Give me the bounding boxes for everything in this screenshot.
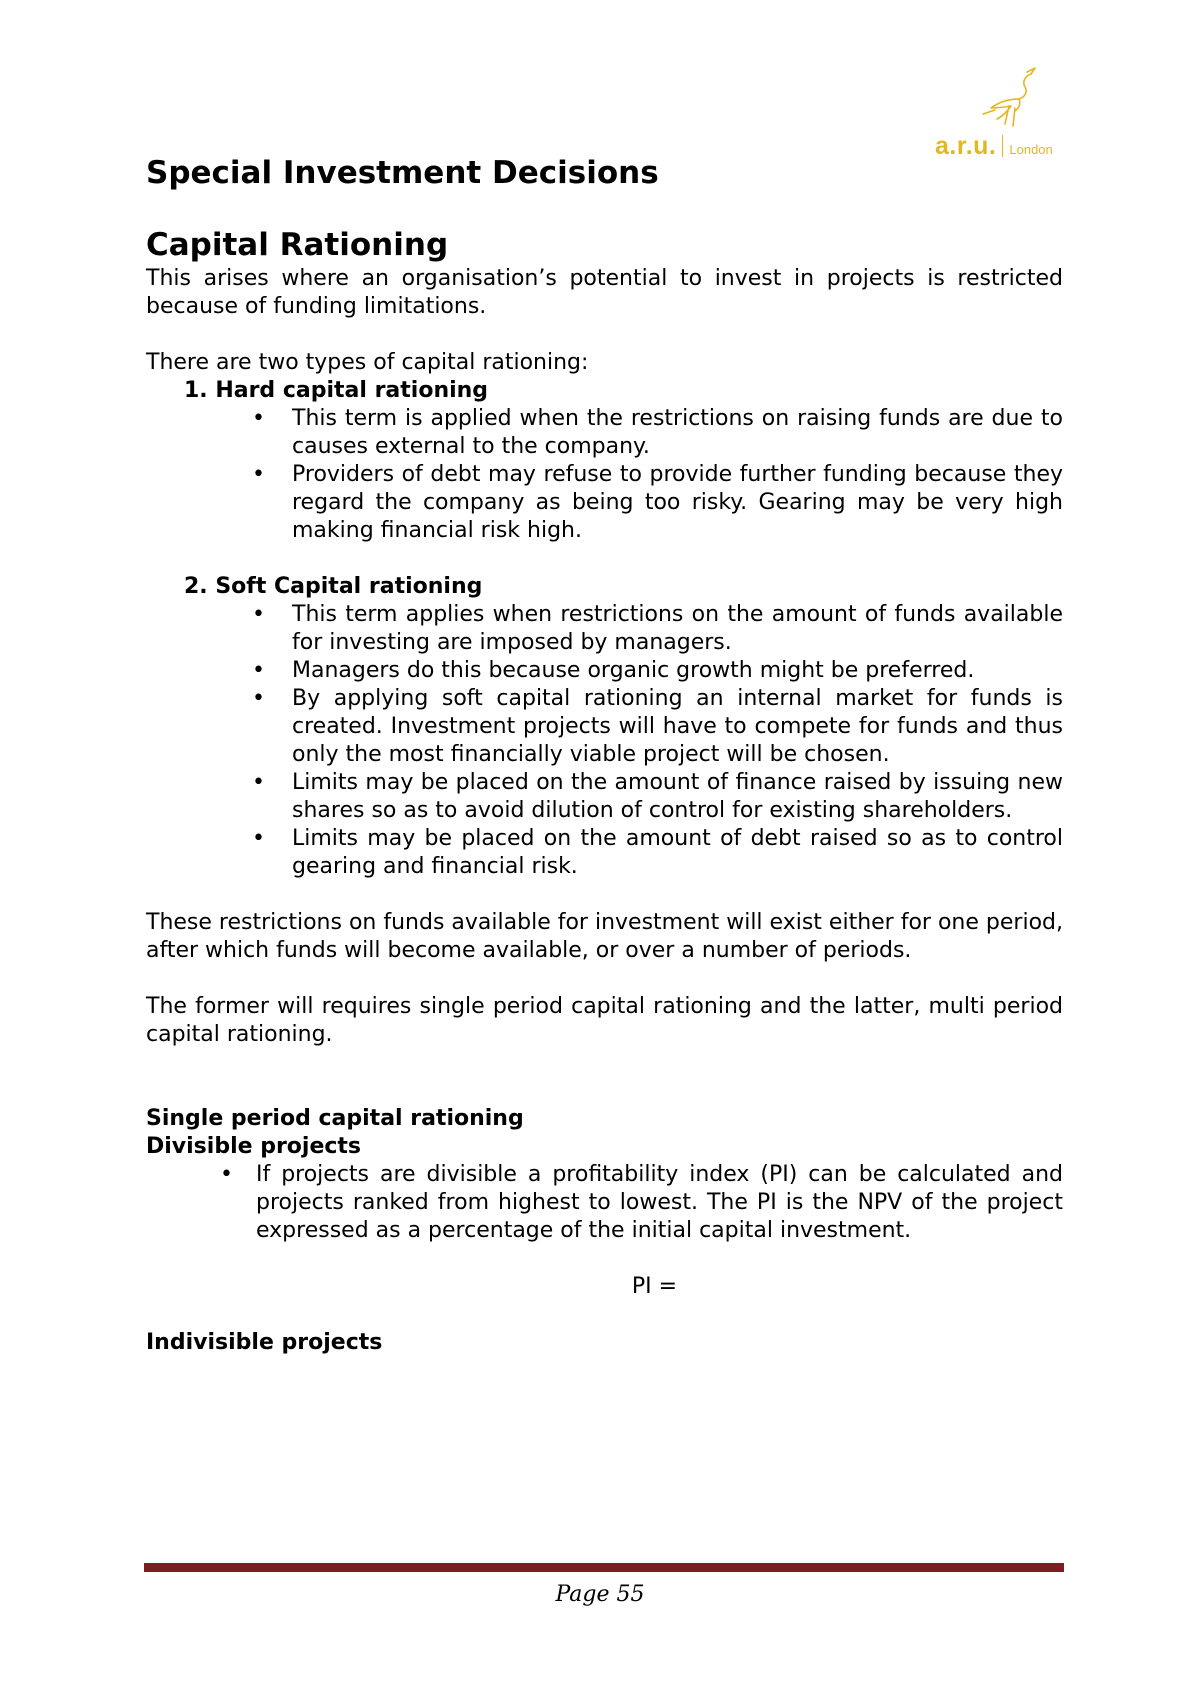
aru-london-logo <box>935 66 1065 162</box>
list-item: • By applying soft capital rationing an internal market for funds is created. Investment projects will have to compete for funds and thus only the most financially viable project will be chosen. <box>146 685 1063 769</box>
intro-paragraph: This arises where an organisation’s potential to invest in projects is restricted because of funding limitations. <box>146 266 1063 319</box>
list-item: • If projects are divisible a profitability index (PI) can be calculated and projects ranked from highest to lowest. The PI is the NPV of the project expressed as a percentage of the initial capital investment. <box>146 1161 1063 1245</box>
hard-rationing-heading: 1. Hard capital rationing <box>184 378 489 403</box>
restrictions-paragraph: These restrictions on funds available for investment will exist either for one period, after which funds will become available, or over a number of periods. <box>146 910 1063 963</box>
logo-brand: a.r.u. <box>935 132 997 160</box>
list-item: • Providers of debt may refuse to provide further funding because they regard the company as being too risky. Gearing may be very high making financial risk high. <box>146 461 1063 545</box>
soft-rationing-heading: 2. Soft Capital rationing <box>184 574 483 599</box>
soft-rationing-list <box>146 601 1063 881</box>
heron-icon <box>975 66 1045 128</box>
footer-rule <box>144 1563 1064 1572</box>
single-period-heading: Single period capital rationing <box>146 1106 524 1131</box>
list-item: • This term applies when restrictions on the amount of funds available for investing are imposed by managers. <box>146 601 1063 657</box>
former-latter-paragraph: The former will requires single period capital rationing and the latter, multi period capital rationing. <box>146 994 1063 1047</box>
types-intro: There are two types of capital rationing: <box>146 350 589 375</box>
list-item: • Limits may be placed on the amount of finance raised by issuing new shares so as to avoid dilution of control for existing shareholders. <box>146 769 1063 825</box>
list-item: • Managers do this because organic growth might be preferred. <box>146 657 1063 685</box>
pi-formula: PI = <box>631 1274 678 1299</box>
page-number: Page 55 <box>555 1582 645 1607</box>
list-item: • Limits may be placed on the amount of debt raised so as to control gearing and financial risk. <box>146 825 1063 881</box>
logo-location: London <box>1009 142 1053 157</box>
section-heading-capital-rationing: Capital Rationing <box>146 227 449 263</box>
indivisible-projects-heading: Indivisible projects <box>146 1330 383 1355</box>
hard-rationing-list <box>146 405 1063 545</box>
document-body <box>146 153 1063 1357</box>
list-item: • This term is applied when the restrictions on raising funds are due to causes external to the company. <box>146 405 1063 461</box>
page-title: Special Investment Decisions <box>146 155 659 191</box>
divisible-list <box>146 1161 1063 1245</box>
divisible-projects-heading: Divisible projects <box>146 1134 362 1159</box>
